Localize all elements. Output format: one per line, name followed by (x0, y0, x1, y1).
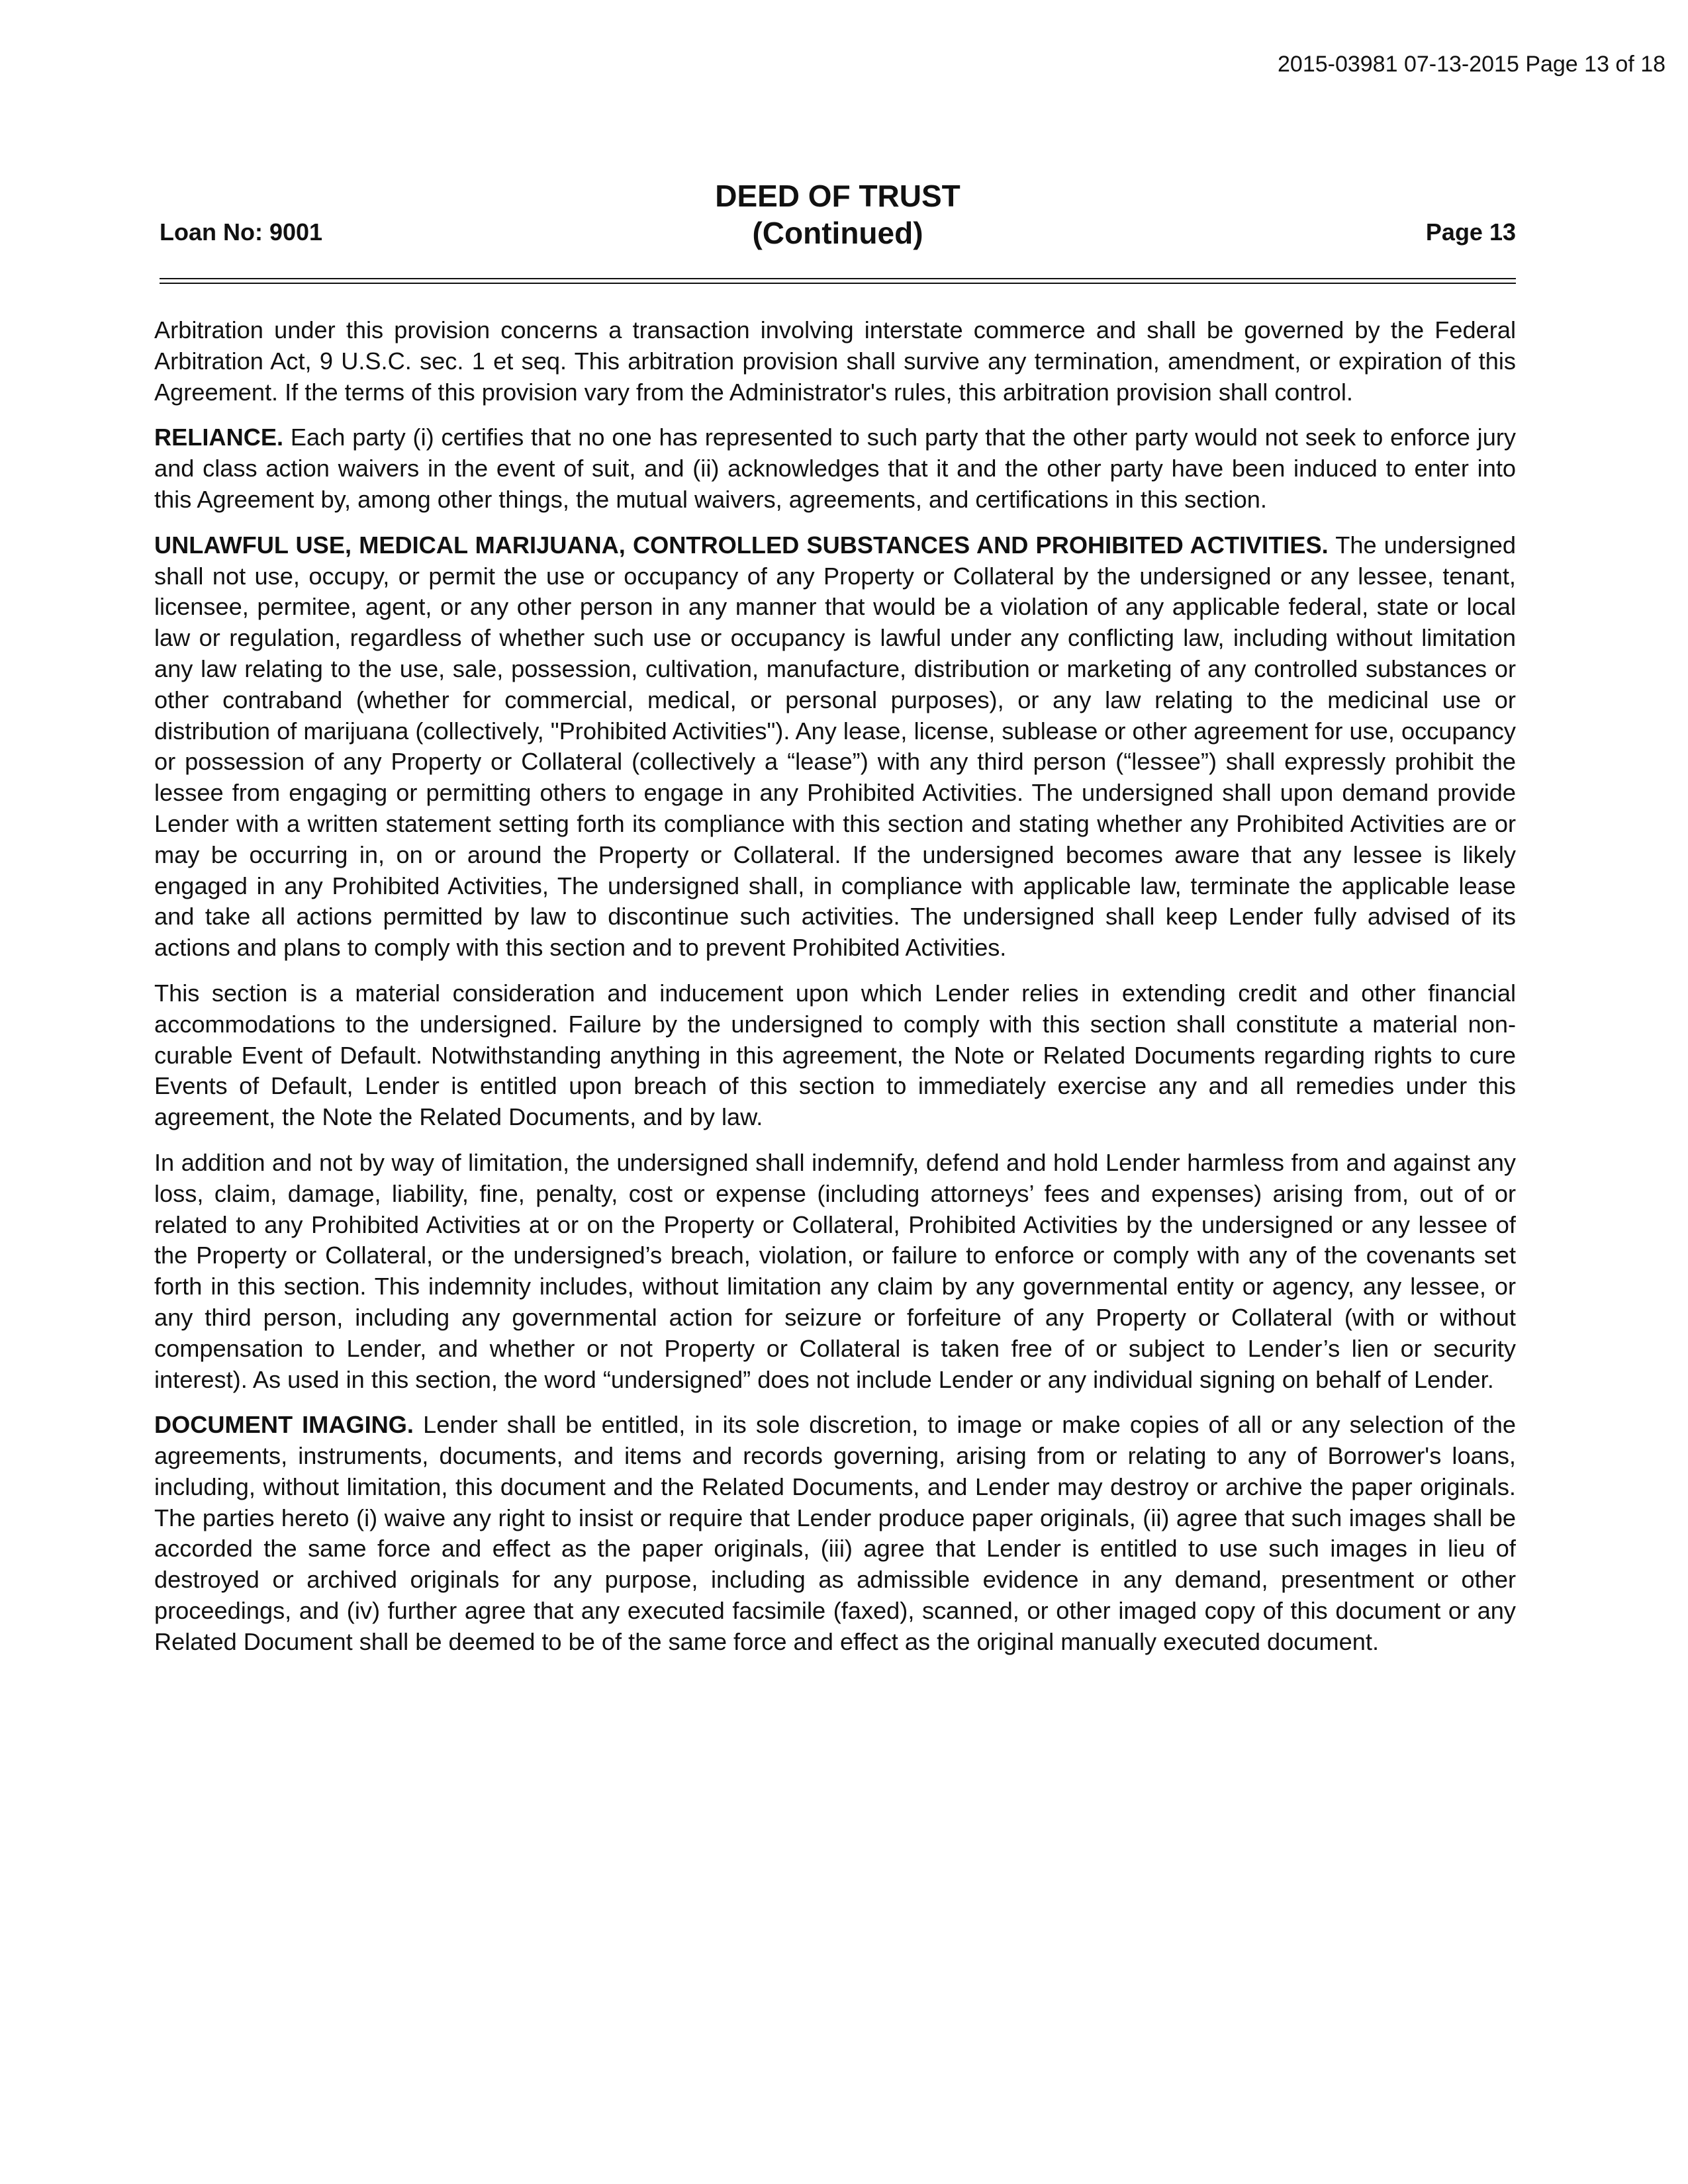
document-title-block (160, 177, 1516, 251)
material-consideration-paragraph: This section is a material consideration and inducement upon which Lender relies in extending credit and other financial accommodations to the undersigned. Failure by the undersigned to comply with this section shall constitute a material non-curable Event of Default. Notwithstanding anything in this agreement, the Note or Related Documents regarding rights to cure Events of Default, Lender is entitled upon breach of this section to immediately exercise any and all remedies under this agreement, the Note the Related Documents, and by law. (154, 979, 1516, 1131)
header-divider-bottom (160, 283, 1516, 284)
unlawful-use-text: The undersigned shall not use, occupy, or permit the use or occupancy of any Property or Collateral by the undersigned or any lessee, tenant, licensee, permitee, agent, or any other person in any manner that would be a violation of any applicable federal, state or local law or regulation, regardless of whether such use or occupancy is lawful under any conflicting law, including without limitation any law relating to the use, sale, possession, cultivation, manufacture, distribution or marketing of any controlled substances or other contraband (whether for commercial, medical, or personal purposes), or any law relating to the medicinal use or distribution of marijuana (collectively, "Prohibited Activities"). Any lease, license, sublease or other agreement for use, occupancy or possession of any Property or Collateral (collectively a “lease”) with any third person (“lessee”) shall expressly prohibit the lessee from engaging or permitting others to engage in any Prohibited Activities. The undersigned shall upon demand provide Lender with a written statement setting forth its compliance with this section and stating whether any Prohibited Activities are or may be occurring in, on or around the Property or Collateral. If the undersigned becomes aware that any lessee is likely engaged in any Prohibited Activities, The undersigned shall, in compliance with applicable law, terminate the applicable lease and take all actions permitted by law to discontinue such activities. The undersigned shall keep Lender fully advised of its actions and plans to comply with this section and to prevent Prohibited Activities. (154, 531, 1516, 962)
reliance-text: Each party (i) certifies that no one has represented to such party that the other party would not seek to enforce jury and class action waivers in the event of suit, and (ii) acknowledges that it and the other party have been induced to enter into this Agreement by, among other things, the mutual waivers, agreements, and certifications in this section. (154, 424, 1516, 513)
unlawful-use-heading: UNLAWFUL USE, MEDICAL MARIJUANA, CONTROLLED SUBSTANCES AND PROHIBITED ACTIVITIES. (154, 531, 1329, 559)
indemnity-paragraph: In addition and not by way of limitation, the undersigned shall indemnify, defend and hold Lender harmless from and against any loss, claim, damage, liability, fine, penalty, cost or expense (including attorneys’ fees and expenses) arising from, out of or related to any Prohibited Activities at or on the Property or Collateral, Prohibited Activities by the undersigned or any lessee of the Property or Collateral, or the undersigned’s breach, violation, or failure to enforce or comply with any of the covenants set forth in this section. This indemnity includes, without limitation any claim by any governmental entity or agency, any lessee, or any third person, including any governmental action for seizure or forfeiture of any Property or Collateral (with or without compensation to Lender, and whether or not Property or Collateral is taken free of or subject to Lender’s lien or security interest). As used in this section, the word “undersigned” does not include Lender or any individual signing on behalf of Lender. (154, 1148, 1516, 1393)
unlawful-use-section (154, 530, 1516, 964)
recording-stamp: 2015-03981 07-13-2015 Page 13 of 18 (1278, 52, 1666, 77)
document-title: DEED OF TRUST (715, 179, 961, 213)
arbitration-paragraph: Arbitration under this provision concerns a transaction involving interstate commerce and shall be governed by the Federal Arbitration Act, 9 U.S.C. sec. 1 et seq. This arbitration provision shall survive any termination, amendment, or expiration of this Agreement. If the terms of this provision vary from the Administrator's rules, this arbitration provision shall control. (154, 316, 1516, 406)
header-divider-top (160, 278, 1516, 279)
document-imaging-section (154, 1410, 1516, 1657)
document-subtitle: (Continued) (752, 216, 923, 250)
loan-number: Loan No: 9001 (160, 218, 323, 246)
page-number: Page 13 (1425, 218, 1516, 246)
reliance-heading: RELIANCE. (154, 424, 284, 451)
reliance-section (154, 422, 1516, 515)
document-imaging-heading: DOCUMENT IMAGING. (154, 1411, 414, 1439)
document-body (154, 315, 1516, 1672)
document-header (160, 177, 1516, 257)
document-imaging-text: Lender shall be entitled, in its sole discretion, to image or make copies of all or any selection of the agreements, instruments, documents, and items and records governing, arising from or relating to any of Borrower's loans, including, without limitation, this document and the Related Documents, and Lender may destroy or archive the paper originals. The parties hereto (i) waive any right to insist or require that Lender produce paper originals, (ii) agree that such images shall be accorded the same force and effect as the paper originals, (iii) agree that Lender is entitled to use such images in lieu of destroyed or archived originals for any purpose, including as admissible evidence in any demand, presentment or other proceedings, and (iv) further agree that any executed facsimile (faxed), scanned, or other imaged copy of this document or any Related Document shall be deemed to be of the same force and effect as the original manually executed document. (154, 1411, 1516, 1655)
